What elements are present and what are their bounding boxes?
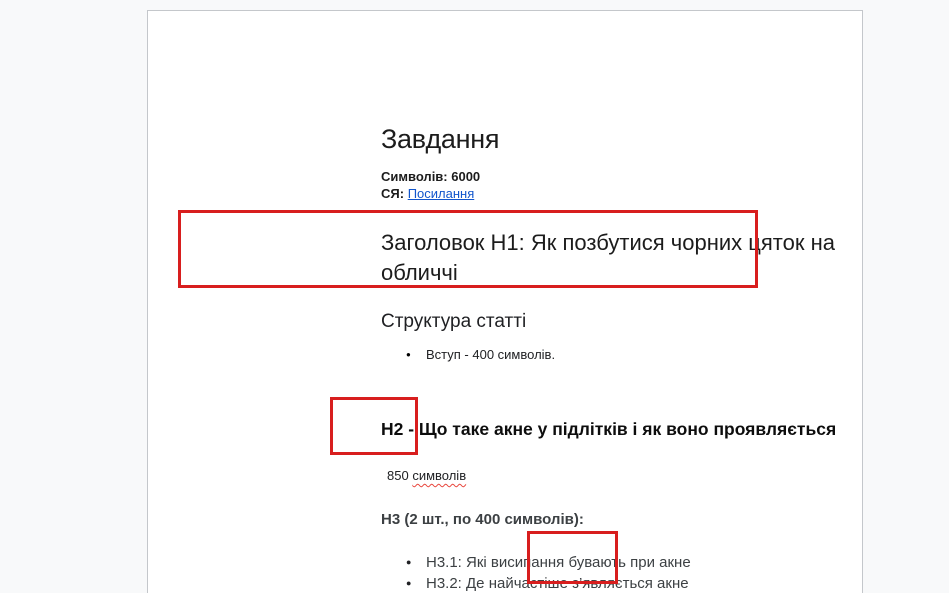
list-item-label: Вступ - 400 символів. [426, 347, 556, 362]
document-page [147, 10, 863, 593]
list-item-label: H3.1: Які висипання бувають при акне [426, 554, 691, 571]
list-item [381, 554, 691, 571]
sya-line [381, 186, 474, 201]
bullet-dot-icon [406, 557, 411, 567]
h2-heading: H2 - Що таке акне у підлітків і як воно проявляється [381, 419, 837, 439]
list-item [381, 347, 555, 362]
h1-heading-line2: обличчі [381, 260, 458, 285]
sya-label: СЯ: [381, 186, 405, 201]
char-count-number: 850 [387, 468, 413, 483]
h1-heading-line1: Заголовок H1: Як позбутися чорних цяток на [381, 230, 835, 255]
sya-link[interactable]: Посилання [407, 186, 475, 201]
document-title: Завдання [381, 124, 500, 154]
list-item [381, 575, 689, 592]
list-item-label: H3.2: Де найчастіше з’являється акне [426, 575, 689, 592]
bullet-dot-icon [406, 578, 411, 588]
bullet-dot-icon [406, 350, 411, 359]
h3-heading: H3 (2 шт., по 400 символів): [381, 511, 584, 528]
h1-heading [381, 228, 835, 288]
h2-char-count-line [387, 468, 466, 483]
char-count-line: Символів: 6000 [381, 169, 481, 184]
structure-heading: Структура статті [381, 311, 527, 332]
char-count-word-misspelled: символів [412, 468, 467, 483]
